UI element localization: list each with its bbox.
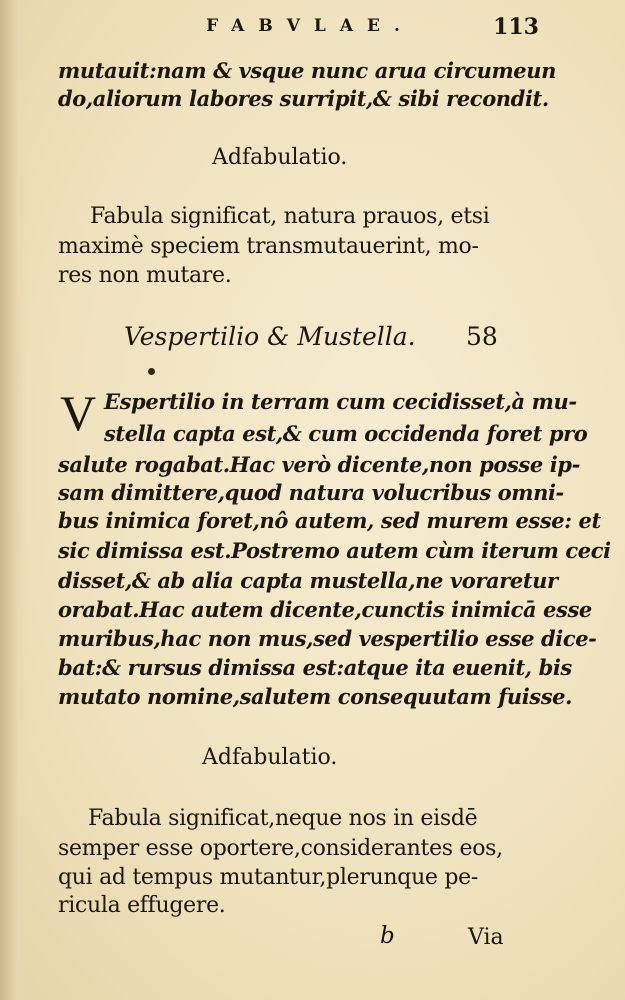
fable-line-8: orabat.Hac autem dicente,cunctis inimicā esse [58, 597, 592, 622]
catchword: Via [468, 925, 504, 950]
fable-title: Vespertilio & Mustella. [124, 322, 416, 351]
fable-line-1: Espertilio in terram cum cecidisset,à mu- [104, 389, 577, 414]
top-passage-line-2: do,aliorum labores surripit,& sibi recondit. [58, 86, 549, 111]
fable-line-6: sic dimissa est.Postremo autem cùm iterum ceci [58, 538, 611, 563]
moral-2-line-2: semper esse oportere,considerantes eos, [58, 836, 503, 861]
moral-heading-1: Adfabulatio. [212, 145, 348, 170]
fable-number: 58 [466, 322, 498, 351]
moral-1-line-3: res non mutare. [58, 263, 232, 288]
fable-line-10: bat:& rursus dimissa est:atque ita euenit, bis [58, 655, 572, 680]
top-passage-line-1: mutauit:nam & vsque nunc arua circumeun [58, 58, 556, 83]
fable-line-5: bus inimica foret,nô autem, sed murem esse: et [58, 508, 601, 533]
fable-line-11: mutato nomine,salutem consequutam fuisse. [58, 684, 572, 709]
moral-2-line-4: ricula effugere. [58, 893, 226, 918]
drop-cap: V [60, 385, 97, 441]
fable-line-9: muribus,hac non mus,sed vespertilio esse dice- [58, 626, 597, 651]
fable-line-7: disset,& ab alia capta mustella,ne voraretur [58, 568, 558, 593]
page-gutter [0, 0, 26, 1000]
moral-heading-2: Adfabulatio. [202, 745, 338, 770]
fable-line-4: sam dimittere,quod natura volucribus omni- [58, 480, 564, 505]
fable-line-2: stella capta est,& cum occidenda foret pro [104, 421, 588, 446]
running-head: FABVLAE. [206, 16, 414, 36]
fable-line-3: salute rogabat.Hac verò dicente,non posse ip- [58, 452, 580, 477]
moral-1-line-1: Fabula significat, natura prauos, etsi [90, 204, 490, 229]
moral-2-line-1: Fabula significat,neque nos in eisdē [88, 806, 478, 831]
signature-mark: b [380, 923, 395, 949]
moral-1-line-2: maximè speciem transmutauerint, mo- [58, 234, 479, 259]
ornament-dot [148, 368, 155, 375]
moral-2-line-3: qui ad tempus mutantur,plerunque pe- [58, 865, 478, 890]
page-number: 113 [493, 14, 539, 40]
